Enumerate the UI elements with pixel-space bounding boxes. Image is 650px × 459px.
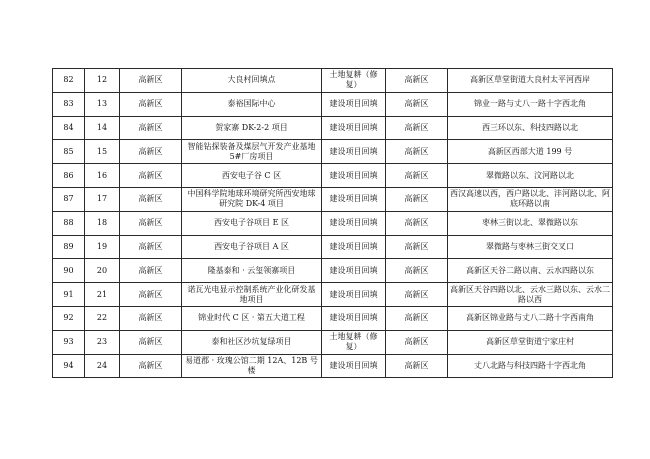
row-index-cell: 85: [53, 140, 85, 164]
row-project-name-cell: 西安电子谷项目 E 区: [182, 211, 322, 235]
row-type-cell: 土地复耕（修复）: [322, 69, 386, 93]
row-sub-index-cell: 16: [85, 164, 120, 188]
row-type-cell: 建设项目回填: [322, 140, 386, 164]
row-location-cell: 翠微路与枣林三街交叉口: [448, 235, 613, 259]
row-project-name-cell: 诺瓦光电显示控制系统产业化研发基地项目: [182, 283, 322, 307]
row-index-cell: 83: [53, 92, 85, 116]
row-district-cell: 高新区: [120, 330, 182, 354]
row-type-cell: 建设项目回填: [322, 259, 386, 283]
row-sub-index-cell: 13: [85, 92, 120, 116]
row-area-cell: 高新区: [386, 187, 448, 211]
row-project-name-cell: 智能钻探装备及煤层气开发产业基地 5#厂房项目: [182, 140, 322, 164]
row-type-cell: 建设项目回填: [322, 306, 386, 330]
row-type-cell: 建设项目回填: [322, 187, 386, 211]
row-sub-index-cell: 18: [85, 211, 120, 235]
row-sub-index-cell: 24: [85, 354, 120, 378]
row-sub-index-cell: 21: [85, 283, 120, 307]
row-district-cell: 高新区: [120, 235, 182, 259]
table-row: [53, 164, 613, 188]
row-district-cell: 高新区: [120, 69, 182, 93]
row-project-name-cell: 大良村回填点: [182, 69, 322, 93]
row-project-name-cell: 西安电子谷 C 区: [182, 164, 322, 188]
row-district-cell: 高新区: [120, 306, 182, 330]
row-index-cell: 86: [53, 164, 85, 188]
row-district-cell: 高新区: [120, 92, 182, 116]
row-area-cell: 高新区: [386, 283, 448, 307]
row-location-cell: 高新区西部大道 199 号: [448, 140, 613, 164]
row-type-cell: 建设项目回填: [322, 211, 386, 235]
row-location-cell: 高新区天谷四路以北、云水三路以东、云水二路以西: [448, 283, 613, 307]
row-area-cell: 高新区: [386, 69, 448, 93]
row-project-name-cell: 锦业时代 C 区 · 第五大道工程: [182, 306, 322, 330]
table-row: [53, 235, 613, 259]
row-project-name-cell: 易道郡 · 玫瑰公馆二期 12A、12B 号楼: [182, 354, 322, 378]
table-row: [53, 306, 613, 330]
row-location-cell: 高新区天谷二路以南、云水四路以东: [448, 259, 613, 283]
row-district-cell: 高新区: [120, 164, 182, 188]
row-project-name-cell: 泰裕国际中心: [182, 92, 322, 116]
row-sub-index-cell: 12: [85, 69, 120, 93]
row-type-cell: 土地复耕（修复）: [322, 330, 386, 354]
row-project-name-cell: 中国科学院地球环境研究所西安地球研究院 DK-4 项目: [182, 187, 322, 211]
row-sub-index-cell: 17: [85, 187, 120, 211]
row-sub-index-cell: 23: [85, 330, 120, 354]
row-area-cell: 高新区: [386, 211, 448, 235]
table-row: [53, 92, 613, 116]
row-area-cell: 高新区: [386, 235, 448, 259]
row-index-cell: 88: [53, 211, 85, 235]
row-sub-index-cell: 19: [85, 235, 120, 259]
row-sub-index-cell: 15: [85, 140, 120, 164]
row-area-cell: 高新区: [386, 140, 448, 164]
row-index-cell: 94: [53, 354, 85, 378]
row-index-cell: 87: [53, 187, 85, 211]
site-list-table: [52, 68, 613, 378]
table-row: [53, 211, 613, 235]
row-project-name-cell: 泰和社区沙坑复绿项目: [182, 330, 322, 354]
table-row: [53, 354, 613, 378]
row-sub-index-cell: 20: [85, 259, 120, 283]
row-location-cell: 西汉高速以西，西户路以北、沣河路以北、阿底环路以南: [448, 187, 613, 211]
row-index-cell: 84: [53, 116, 85, 140]
table-row: [53, 69, 613, 93]
row-district-cell: 高新区: [120, 283, 182, 307]
row-type-cell: 建设项目回填: [322, 92, 386, 116]
table-row: [53, 140, 613, 164]
table-row: [53, 283, 613, 307]
table-row: [53, 330, 613, 354]
row-type-cell: 建设项目回填: [322, 164, 386, 188]
row-area-cell: 高新区: [386, 330, 448, 354]
row-index-cell: 82: [53, 69, 85, 93]
table-row: [53, 259, 613, 283]
table-row: [53, 116, 613, 140]
row-area-cell: 高新区: [386, 92, 448, 116]
row-district-cell: 高新区: [120, 354, 182, 378]
row-location-cell: 西三环以东、科技四路以北: [448, 116, 613, 140]
row-index-cell: 93: [53, 330, 85, 354]
row-area-cell: 高新区: [386, 354, 448, 378]
row-area-cell: 高新区: [386, 164, 448, 188]
row-type-cell: 建设项目回填: [322, 354, 386, 378]
row-location-cell: 翠微路以东、汶河路以北: [448, 164, 613, 188]
row-index-cell: 89: [53, 235, 85, 259]
table-body: [53, 69, 613, 378]
row-index-cell: 90: [53, 259, 85, 283]
row-location-cell: 高新区草堂街道宁家庄村: [448, 330, 613, 354]
row-index-cell: 91: [53, 283, 85, 307]
row-area-cell: 高新区: [386, 116, 448, 140]
row-sub-index-cell: 22: [85, 306, 120, 330]
row-location-cell: 枣林三街以北、翠微路以东: [448, 211, 613, 235]
row-index-cell: 92: [53, 306, 85, 330]
row-type-cell: 建设项目回填: [322, 116, 386, 140]
row-district-cell: 高新区: [120, 211, 182, 235]
row-area-cell: 高新区: [386, 259, 448, 283]
row-project-name-cell: 贺家寨 DK-2-2 项目: [182, 116, 322, 140]
row-district-cell: 高新区: [120, 187, 182, 211]
row-sub-index-cell: 14: [85, 116, 120, 140]
table-row: [53, 187, 613, 211]
row-location-cell: 高新区草堂街道大良村太平河西岸: [448, 69, 613, 93]
row-district-cell: 高新区: [120, 259, 182, 283]
row-project-name-cell: 西安电子谷项目 A 区: [182, 235, 322, 259]
row-district-cell: 高新区: [120, 116, 182, 140]
row-type-cell: 建设项目回填: [322, 283, 386, 307]
row-type-cell: 建设项目回填: [322, 235, 386, 259]
row-location-cell: 锦业一路与丈八一路十字西北角: [448, 92, 613, 116]
row-location-cell: 高新区锦业路与丈八二路十字西南角: [448, 306, 613, 330]
row-area-cell: 高新区: [386, 306, 448, 330]
row-location-cell: 丈八北路与科技四路十字西北角: [448, 354, 613, 378]
row-project-name-cell: 隆基泰和 · 云玺领寨项目: [182, 259, 322, 283]
row-district-cell: 高新区: [120, 140, 182, 164]
